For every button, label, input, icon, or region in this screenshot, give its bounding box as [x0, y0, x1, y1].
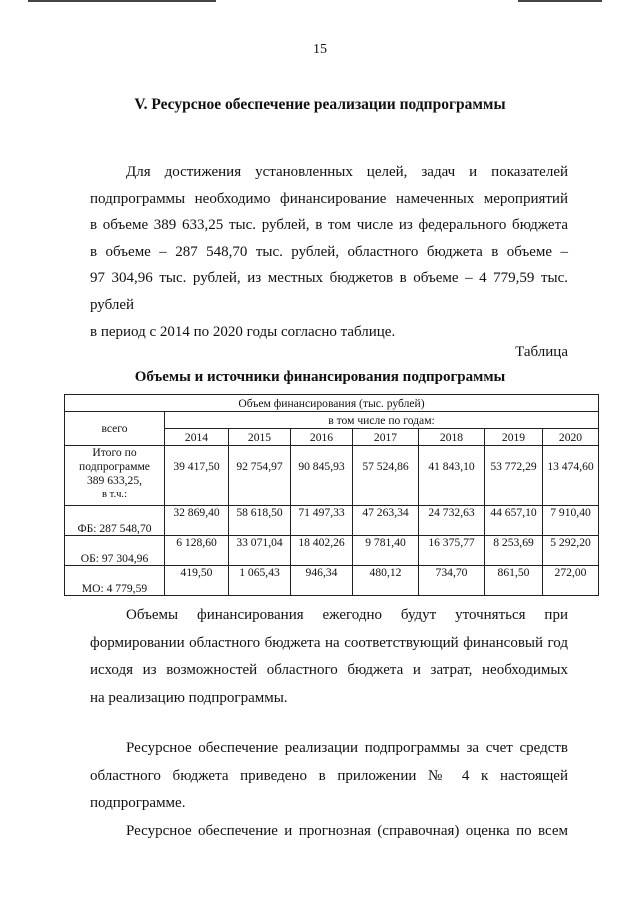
year-header: 2014	[165, 429, 229, 446]
cell: 272,00	[543, 566, 599, 596]
intro-line: Для достижения установленных целей, задач и показателей	[126, 164, 568, 180]
row-label-ob: ОБ: 97 304,96	[65, 536, 165, 566]
volumes-paragraph	[90, 602, 568, 712]
year-header: 2020	[543, 429, 599, 446]
row-label-mo: МО: 4 779,59	[65, 566, 165, 596]
year-header: 2016	[291, 429, 353, 446]
cell: 33 071,04	[229, 536, 291, 566]
para-line: на реализацию подпрограммы.	[90, 689, 288, 706]
page-number: 15	[313, 42, 327, 57]
cell: 1 065,43	[229, 566, 291, 596]
cell: 419,50	[165, 566, 229, 596]
year-header: 2017	[353, 429, 419, 446]
intro-line: подпрограммы необходимо финансирование намеченных мероприятий	[90, 190, 568, 207]
intro-paragraph	[90, 159, 568, 345]
cell: 861,50	[485, 566, 543, 596]
top-rule-left	[28, 0, 216, 2]
cell: 8 253,69	[485, 536, 543, 566]
cell: 39 417,50	[165, 446, 229, 506]
table-title: Объемы и источники финансирования подпрограммы	[134, 369, 506, 385]
row-label-line: 389 633,25,	[86, 474, 143, 487]
header-including: в том числе по годам:	[165, 412, 599, 429]
year-header: 2015	[229, 429, 291, 446]
cell: 71 497,33	[291, 506, 353, 536]
header-top: Объем финансирования (тыс. рублей)	[65, 395, 599, 412]
table-row-mo	[65, 566, 599, 596]
table-row-total	[65, 446, 599, 506]
row-label-line: Итого по	[92, 446, 137, 459]
cell: 480,12	[353, 566, 419, 596]
top-rule-right	[518, 0, 602, 2]
intro-line: в объеме 389 633,25 тыс. рублей, в том числе из федерального бюджета	[90, 217, 568, 234]
cell: 41 843,10	[419, 446, 485, 506]
cell: 58 618,50	[229, 506, 291, 536]
cell: 13 474,60	[543, 446, 599, 506]
cell: 90 845,93	[291, 446, 353, 506]
cell: 16 375,77	[419, 536, 485, 566]
section-title: V. Ресурсное обеспечение реализации подпрограммы	[134, 96, 506, 113]
cell: 5 292,20	[543, 536, 599, 566]
assessment-paragraph	[90, 818, 568, 845]
cell: 946,34	[291, 566, 353, 596]
table-row-fb	[65, 506, 599, 536]
header-total: всего	[65, 412, 165, 446]
cell: 6 128,60	[165, 536, 229, 566]
para-line: Ресурсное обеспечение и прогнозная (справочная) оценка по всем	[126, 823, 568, 839]
intro-line: в объеме – 287 548,70 тыс. рублей, областного бюджета в объеме –	[90, 243, 568, 260]
intro-line: в период с 2014 по 2020 годы согласно таблице.	[90, 323, 396, 340]
para-line: Ресурсное обеспечение реализации подпрограммы за счет средств	[126, 740, 568, 756]
cell: 9 781,40	[353, 536, 419, 566]
cell: 7 910,40	[543, 506, 599, 536]
year-header: 2018	[419, 429, 485, 446]
year-header: 2019	[485, 429, 543, 446]
para-line: подпрограмме.	[90, 795, 186, 811]
row-label-line: подпрограмме	[79, 460, 150, 473]
cell: 53 772,29	[485, 446, 543, 506]
cell: 32 869,40	[165, 506, 229, 536]
row-label-total	[65, 446, 165, 506]
cell: 57 524,86	[353, 446, 419, 506]
cell: 47 263,34	[353, 506, 419, 536]
financing-table	[64, 394, 599, 596]
para-line: формировании областного бюджета на соответствующий финансовый год	[90, 634, 568, 651]
resource-paragraph	[90, 735, 568, 818]
para-line: областного бюджета приведено в приложении № 4 к настоящей	[90, 767, 568, 784]
cell: 92 754,97	[229, 446, 291, 506]
cell: 18 402,26	[291, 536, 353, 566]
table-caption: Таблица	[515, 344, 568, 360]
row-label-line: в т.ч.:	[101, 489, 128, 500]
para-line: исходя из возможностей областного бюджета и затрат, необходимых	[90, 662, 568, 678]
cell: 44 657,10	[485, 506, 543, 536]
intro-line: 97 304,96 тыс. рублей, из местных бюджетов в объеме – 4 779,59 тыс. рублей	[90, 270, 568, 313]
table-row-ob	[65, 536, 599, 566]
row-label-fb: ФБ: 287 548,70	[65, 506, 165, 536]
cell: 734,70	[419, 566, 485, 596]
cell: 24 732,63	[419, 506, 485, 536]
para-line: Объемы финансирования ежегодно будут уточняться при	[126, 607, 568, 623]
